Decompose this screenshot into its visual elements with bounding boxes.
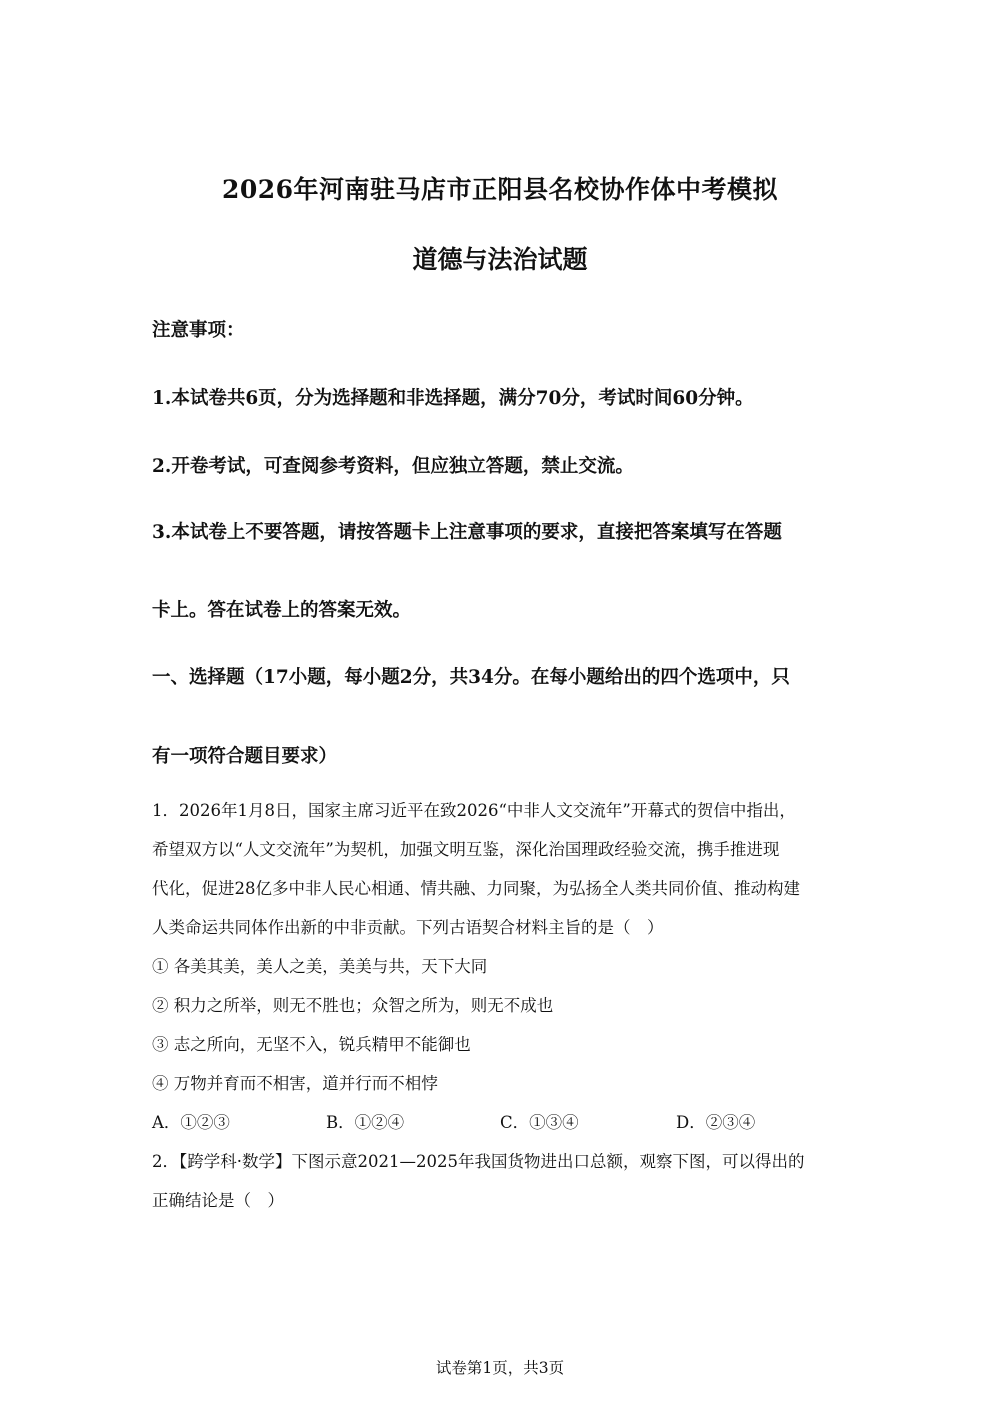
q1-stem-line-2: 希望双方以“人文交流年”为契机，加强文明互鉴，深化治国理政经验交流，携手推进现 xyxy=(152,840,780,859)
q1-item-2: ② 积力之所举，则无不胜也；众智之所为，则无不成也 xyxy=(152,996,554,1015)
q1-item-4: ④ 万物并育而不相害，道并行而不相悖 xyxy=(152,1074,438,1093)
q1-item-1: ① 各美其美，美人之美，美美与共，天下大同 xyxy=(152,957,488,976)
q1-option-c: C．①③④ xyxy=(500,1113,579,1132)
exam-title: 2026年河南驻马店市正阳县名校协作体中考模拟 xyxy=(221,175,779,204)
q1-item-3: ③ 志之所向，无坚不入，锐兵精甲不能御也 xyxy=(152,1035,471,1054)
notice-line-2: 2.开卷考试，可查阅参考资料，但应独立答题，禁止交流。 xyxy=(152,456,634,477)
q1-stem-line-1: 1．2026年1月8日，国家主席习近平在致2026“中非人文交流年”开幕式的贺信中指出， xyxy=(152,801,796,820)
section-heading-line-2: 有一项符合题目要求） xyxy=(152,746,338,767)
q1-stem-line-3: 代化，促进28亿多中非人民心相通、情共融、力同聚，为弘扬全人类共同价值、推动构建 xyxy=(152,879,800,898)
q1-option-a: A．①②③ xyxy=(152,1113,230,1132)
q1-stem-line-4: 人类命运共同体作出新的中非贡献。下列古语契合材料主旨的是（ ） xyxy=(152,918,664,937)
notice-line-4: 卡上。答在试卷上的答案无效。 xyxy=(152,600,412,621)
notice-line-1: 1.本试卷共6页，分为选择题和非选择题，满分70分，考试时间60分钟。 xyxy=(152,388,754,409)
q1-option-d: D．②③④ xyxy=(676,1113,756,1132)
section-heading-line-1: 一、选择题（17小题，每小题2分，共34分。在每小题给出的四个选项中，只 xyxy=(152,667,790,688)
page-footer: 试卷第1页，共3页 xyxy=(435,1359,565,1377)
q2-stem-line-2: 正确结论是（ ） xyxy=(152,1191,284,1210)
q1-option-b: B．①②④ xyxy=(326,1113,405,1132)
notice-line-3: 3.本试卷上不要答题，请按答题卡上注意事项的要求，直接把答案填写在答题 xyxy=(152,522,782,543)
exam-subject-title: 道德与法治试题 xyxy=(412,245,588,274)
notice-heading: 注意事项： xyxy=(152,320,245,341)
q2-stem-line-1: 2．【跨学科·数学】下图示意2021—2025年我国货物进出口总额，观察下图，可以得出的 xyxy=(152,1152,805,1171)
